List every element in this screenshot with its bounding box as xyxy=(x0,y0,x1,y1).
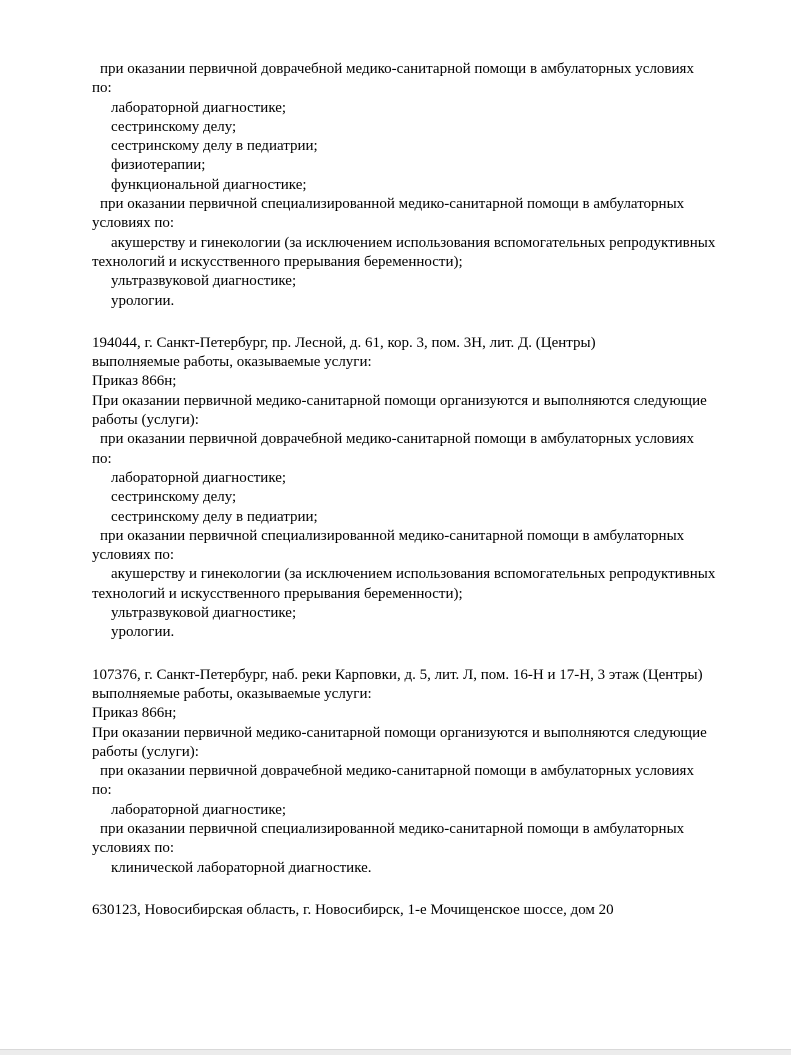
document-line: по: xyxy=(92,782,112,799)
address-line: 630123, Новосибирская область, г. Новосибирск, 1-е Мочищенское шоссе, дом 20 xyxy=(92,901,614,918)
document-line: при оказании первичной специализированной медико-санитарной помощи в амбулаторных xyxy=(100,820,685,837)
document-line: технологий и искусственного прерывания беременности); xyxy=(92,585,463,602)
document-line: при оказании первичной специализированной медико-санитарной помощи в амбулаторных xyxy=(100,196,685,213)
document-line: физиотерапии; xyxy=(111,157,206,174)
document-line: работы (услуги): xyxy=(92,743,199,760)
document-line: При оказании первичной медико-санитарной помощи организуются и выполняются следующие xyxy=(92,392,707,409)
blank-line xyxy=(92,311,761,334)
document-line: урологии. xyxy=(111,292,175,309)
address-line: 107376, г. Санкт-Петербург, наб. реки Карповки, д. 5, лит. Л, пом. 16-Н и 17-Н, 3 этаж (Центры) xyxy=(92,666,703,683)
document-line: сестринскому делу; xyxy=(111,489,237,506)
document-line: при оказании первичной доврачебной медико-санитарной помощи в амбулаторных условиях xyxy=(100,61,694,77)
document-line: акушерству и гинекологии (за исключением использования вспомогательных репродуктивных xyxy=(111,234,716,251)
document-line: условиях по: xyxy=(92,840,175,857)
document-line: ультразвуковой диагностике; xyxy=(111,273,297,290)
blank-line xyxy=(92,878,761,901)
document-line: работы (услуги): xyxy=(92,412,199,429)
document-line: При оказании первичной медико-санитарной помощи организуются и выполняются следующие xyxy=(92,724,707,741)
document-line: при оказании первичной доврачебной медико-санитарной помощи в амбулаторных условиях xyxy=(100,431,694,448)
document-line: клинической лабораторной диагностике. xyxy=(111,859,372,876)
document-line: сестринскому делу; xyxy=(111,118,237,135)
document-line: сестринскому делу в педиатрии; xyxy=(111,138,318,155)
document-line: по: xyxy=(92,450,112,467)
document-line: ультразвуковой диагностике; xyxy=(111,605,297,622)
document-line: технологий и искусственного прерывания беременности); xyxy=(92,253,463,270)
document-line: Приказ 866н; xyxy=(92,705,177,722)
document-line: урологии. xyxy=(111,624,175,641)
document-line: по: xyxy=(92,80,112,97)
address-line: 194044, г. Санкт-Петербург, пр. Лесной, д. 61, кор. 3, пом. 3Н, лит. Д. (Центры) xyxy=(92,334,596,351)
document-line: Приказ 866н; xyxy=(92,373,177,390)
document-text xyxy=(92,60,761,920)
document-line: акушерству и гинекологии (за исключением использования вспомогательных репродуктивных xyxy=(111,566,716,583)
document-line: лабораторной диагностике; xyxy=(111,469,287,486)
document-line: лабораторной диагностике; xyxy=(111,99,287,116)
document-line: условиях по: xyxy=(92,215,175,232)
document-line: выполняемые работы, оказываемые услуги: xyxy=(92,685,372,702)
document-line: функциональной диагностике; xyxy=(111,176,307,193)
document-line: при оказании первичной специализированной медико-санитарной помощи в амбулаторных xyxy=(100,527,685,544)
blank-line xyxy=(92,643,761,666)
document-line: сестринскому делу в педиатрии; xyxy=(111,508,318,525)
horizontal-scrollbar[interactable] xyxy=(0,1049,791,1055)
document-line: лабораторной диагностике; xyxy=(111,801,287,818)
document-line: выполняемые работы, оказываемые услуги: xyxy=(92,354,372,371)
document-line: при оказании первичной доврачебной медико-санитарной помощи в амбулаторных условиях xyxy=(100,763,694,780)
document-line: условиях по: xyxy=(92,547,175,564)
